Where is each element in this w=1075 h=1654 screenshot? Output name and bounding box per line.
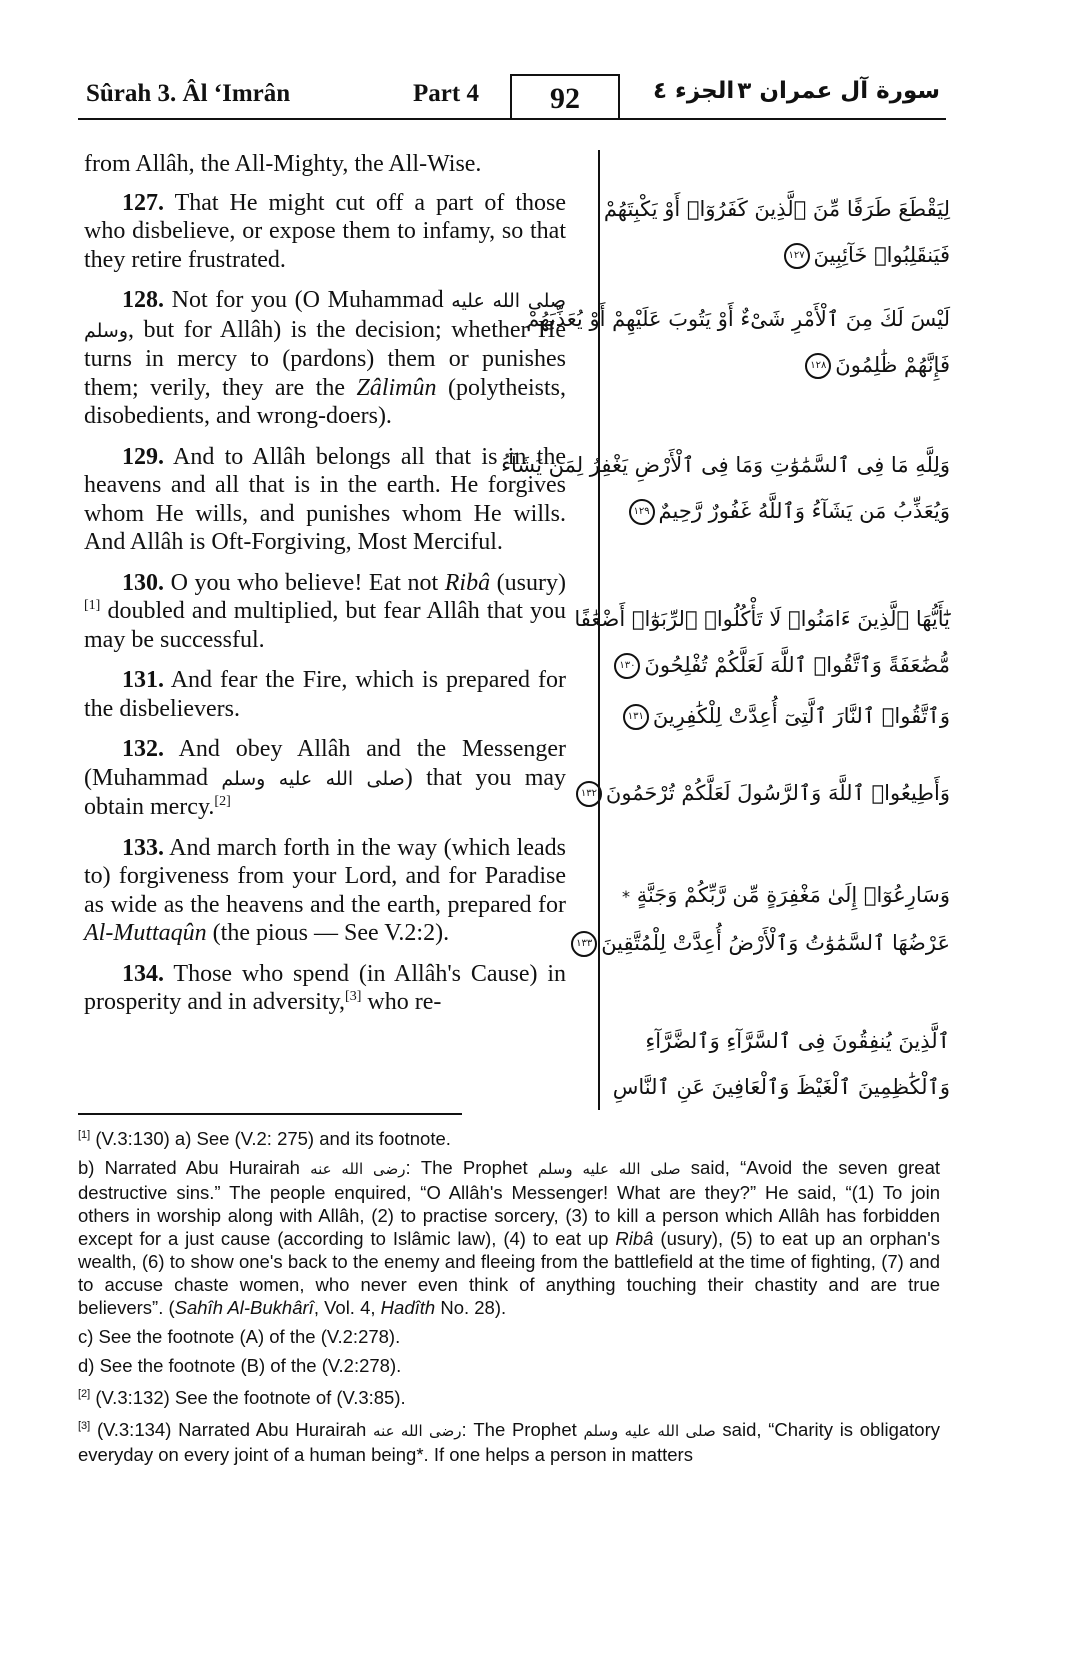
- verse-text: (the pious — See V.2:2).: [212, 920, 450, 946]
- arabic-line: وَٱلْكَٰظِمِينَ ٱلْغَيْظَ وَٱلْعَافِينَ عَنِ ٱلنَّاسِ: [612, 1075, 950, 1099]
- arabic-line-text: وَيُعَذِّبُ مَن يَشَآءُ وَٱللَّهُ غَفُورٌ رَّحِيمٌ: [658, 499, 950, 523]
- verse-number: 134.: [122, 960, 164, 987]
- verse-text: doubled and multiplied, but fear Allâh that you may be successful.: [84, 598, 566, 653]
- verse-text: And obey Allâh and the Messenger (Muhammad: [84, 736, 566, 791]
- term: Hadîth: [380, 1297, 436, 1319]
- footnote-marker: [2]: [78, 1388, 91, 1401]
- verse-text: That He might cut off a part of those who disbelieve, or expose them to infamy, so that they retire frustrated.: [84, 189, 566, 273]
- footnote-text: , Vol. 4,: [313, 1297, 376, 1319]
- source-title: Sahîh Al-Bukhârî: [174, 1297, 314, 1319]
- footnote-ref[interactable]: [2]: [214, 794, 231, 809]
- arabic-line-text: مُّضَٰعَفَةً وَٱتَّقُوا۟ ٱللَّهَ لَعَلَّكُمْ تُفْلِحُونَ: [644, 653, 950, 677]
- footnote-text: (usury), (5) to eat up an orphan's wealth, (6) to show one's back to the enemy and fleeing from the battlefield at the time of fighting, (7) and to accuse chaste women, who never even think of anything touching their chastity and are true believers”. (: [78, 1228, 941, 1319]
- verse-129: [84, 443, 566, 557]
- arabic-line: [612, 693, 950, 739]
- verse-text: And march forth in the way (which leads to) forgiveness from your Lord, and for Paradise as wide as the heavens and the earth, prepared for: [84, 834, 566, 918]
- verse-number: 128.: [122, 287, 164, 313]
- footnote-text: b) Narrated Abu Hurairah: [78, 1157, 300, 1179]
- footnote-marker: [1]: [78, 1129, 91, 1141]
- footnote-marker: [3]: [78, 1420, 91, 1433]
- verse-128: [84, 286, 566, 431]
- arabic-verse-128: [526, 296, 950, 388]
- arabic-line: [612, 488, 950, 534]
- arabic-verse-127: [603, 186, 950, 278]
- arabic-verse-131: [612, 693, 950, 739]
- footnotes: [78, 1124, 940, 1472]
- arabic-line-text: وَسَارِعُوٓا۟ إِلَىٰ مَغْفِرَةٍ مِّن رَّبِّكُمْ وَجَنَّةٍ: [636, 883, 950, 907]
- arabic-verse-129: [501, 442, 950, 534]
- footnote-text: (V.3:130) a) See (V.2: 275) and its footnote.: [95, 1128, 451, 1150]
- footnote-rule: [78, 1113, 462, 1115]
- term: Ribâ: [615, 1228, 654, 1250]
- term: Zâlimûn: [356, 374, 437, 401]
- arabic-part-label: الجزء ٤: [653, 78, 735, 104]
- honorific: صلى الله عليه وسلم: [583, 1422, 716, 1441]
- arabic-verse-130: [574, 596, 950, 688]
- footnote-text: said, “Charity is obligatory everyday on every joint of a human being*. If one helps a person in matters: [78, 1419, 940, 1466]
- ayah-end-marker: ١٣٣: [571, 931, 597, 957]
- arabic-line: لَيْسَ لَكَ مِنَ ٱلْأَمْرِ شَىْءٌ أَوْ يَتُوبَ عَلَيْهِمْ أَوْ يُعَذِّبَهُمْ: [526, 307, 950, 331]
- verse-number: 132.: [122, 736, 164, 762]
- page-number: 92: [510, 74, 620, 118]
- arabic-line: لِيَقْطَعَ طَرَفًا مِّنَ ٱلَّذِينَ كَفَرُوٓا۟ أَوْ يَكْبِتَهُمْ: [603, 197, 950, 221]
- arabic-line-text: فَإِنَّهُمْ ظَٰلِمُونَ: [835, 353, 950, 377]
- ayah-end-marker: ١٢٨: [805, 353, 831, 379]
- arabic-line: [580, 770, 950, 816]
- verse-127: [84, 189, 566, 275]
- verse-text: who re-: [367, 989, 442, 1015]
- verse-number: 130.: [122, 569, 164, 596]
- verse-133: [84, 834, 566, 948]
- verse-132: [84, 735, 566, 822]
- verse-number: 131.: [122, 667, 164, 693]
- ayah-end-marker: ١٢٩: [629, 499, 655, 525]
- verse-text: (usury): [496, 569, 566, 596]
- ayah-end-marker: ١٣٢: [576, 781, 602, 807]
- arabic-line: يَٰٓأَيُّهَا ٱلَّذِينَ ءَامَنُوا۟ لَا تَأْكُلُوا۟ ٱلرِّبَوٰٓا۟ أَضْعَٰفًا: [574, 607, 950, 631]
- arabic-line-text: وَٱتَّقُوا۟ ٱلنَّارَ ٱلَّتِىٓ أُعِدَّتْ لِلْكَٰفِرِينَ: [652, 704, 950, 728]
- footnote-text: (V.3:134) Narrated Abu Hurairah: [96, 1419, 367, 1441]
- arabic-line: [612, 642, 950, 688]
- footnote-text: : The Prophet: [461, 1419, 577, 1441]
- footnote-1b: [78, 1156, 940, 1319]
- arabic-surah-title: سورة آل عمران ٣: [737, 78, 940, 104]
- part-label: Part 4: [413, 80, 479, 107]
- page-header: [78, 74, 946, 120]
- verse-text: And to Allâh belongs all that is in the heavens and all that is in the earth. He forgives whom He wills, and punishes whom He wills. And Allâh is Oft-Forgiving, Most Merciful.: [84, 443, 566, 555]
- arabic-line: وَلِلَّهِ مَا فِى ٱلسَّمَٰوَٰتِ وَمَا فِى ٱلْأَرْضِ يَغْفِرُ لِمَن يَشَآءُ: [501, 453, 950, 477]
- footnote-text: said, “Avoid the seven great destructive sins.” The people enquired, “O Allâh's Messenger! What are they?” He said, “(1) To join others in worship along with Allâh, (2) to practise sorcery, (3) to kill a person which Allâh has forbidden except for a just cause (according to Islâmic law), (4) to eat up: [78, 1157, 941, 1250]
- arabic-line-text: عَرْضُهَا ٱلسَّمَٰوَٰتُ وَٱلْأَرْضُ أُعِدَّتْ لِلْمُتَّقِينَ: [601, 931, 950, 955]
- verse-130: [84, 569, 566, 655]
- verse-text: And fear the Fire, which is prepared for the disbelievers.: [84, 667, 566, 722]
- verse-text: (polytheists, disobedients, and wrong-doers).: [84, 374, 567, 429]
- verse-number: 133.: [122, 834, 164, 861]
- footnote-3: [78, 1415, 940, 1466]
- footnote-text: (V.3:132) See the footnote of (V.3:85).: [95, 1387, 406, 1409]
- verse-number: 129.: [122, 443, 164, 470]
- honorific: رضى الله عنه: [310, 1160, 406, 1179]
- footnote-ref[interactable]: [1]: [84, 598, 101, 613]
- honorific: صلى الله عليه وسلم: [84, 290, 567, 342]
- arabic-verse-134: [612, 1018, 950, 1110]
- footnote-ref[interactable]: [3]: [345, 989, 362, 1004]
- verse-text: Not for you (O Muhammad: [171, 287, 444, 313]
- footnote-text: No. 28).: [440, 1297, 507, 1319]
- footnote-2: [78, 1383, 940, 1409]
- footnote-1d: d) See the footnote (B) of the (V.2:278).: [78, 1355, 402, 1377]
- arabic-line-text: وَأَطِيعُوا۟ ٱللَّهَ وَٱلرَّسُولَ لَعَلَّكُمْ تُرْحَمُونَ: [605, 781, 950, 805]
- arabic-line: [612, 342, 950, 388]
- term: Ribâ: [444, 569, 491, 596]
- arabic-verse-133: [576, 872, 950, 966]
- footnote-1c: c) See the footnote (A) of the (V.2:278).: [78, 1326, 401, 1348]
- surah-title: Sûrah 3. Âl ‘Imrân: [86, 80, 291, 107]
- english-translation: [84, 150, 566, 1029]
- arabic-line: [612, 232, 950, 278]
- verse-text: O you who believe! Eat not: [170, 569, 439, 596]
- ayah-end-marker: ١٣٠: [614, 653, 640, 679]
- honorific: رضى الله عنه: [373, 1422, 462, 1441]
- ayah-end-marker: ١٣١: [623, 704, 649, 730]
- arabic-line: [612, 872, 950, 920]
- term: Al-Muttaqûn: [84, 920, 207, 946]
- verse-text: , but for Allâh) is the decision; whether He turns in mercy to (pardons) them or punishes them; verily, they are the: [84, 316, 566, 401]
- arabic-line: ٱلَّذِينَ يُنفِقُونَ فِى ٱلسَّرَّآءِ وَٱلضَّرَّآءِ: [645, 1029, 950, 1053]
- verse-text: Those who spend (in Allâh's Cause) in prosperity and in adversity,: [84, 960, 566, 1015]
- star-marker: *: [622, 887, 630, 906]
- verse-134: [84, 960, 566, 1017]
- verse-continuation: from Allâh, the All-Mighty, the All-Wise.: [84, 151, 482, 177]
- arabic-verse-132: [580, 770, 950, 816]
- verse-131: [84, 666, 566, 723]
- header-rule: [78, 118, 946, 120]
- footnote-text: : The Prophet: [405, 1157, 528, 1179]
- verse-number: 127.: [122, 189, 164, 216]
- footnote-1: [78, 1124, 940, 1150]
- verse-text: ) that you may obtain mercy.: [84, 764, 567, 820]
- ayah-end-marker: ١٢٧: [784, 243, 810, 269]
- honorific: صلى الله عليه وسلم: [537, 1160, 681, 1179]
- arabic-line-text: فَيَنقَلِبُوا۟ خَآئِبِينَ: [813, 243, 950, 267]
- honorific: صلى الله عليه وسلم: [221, 767, 405, 790]
- arabic-line: [576, 920, 950, 966]
